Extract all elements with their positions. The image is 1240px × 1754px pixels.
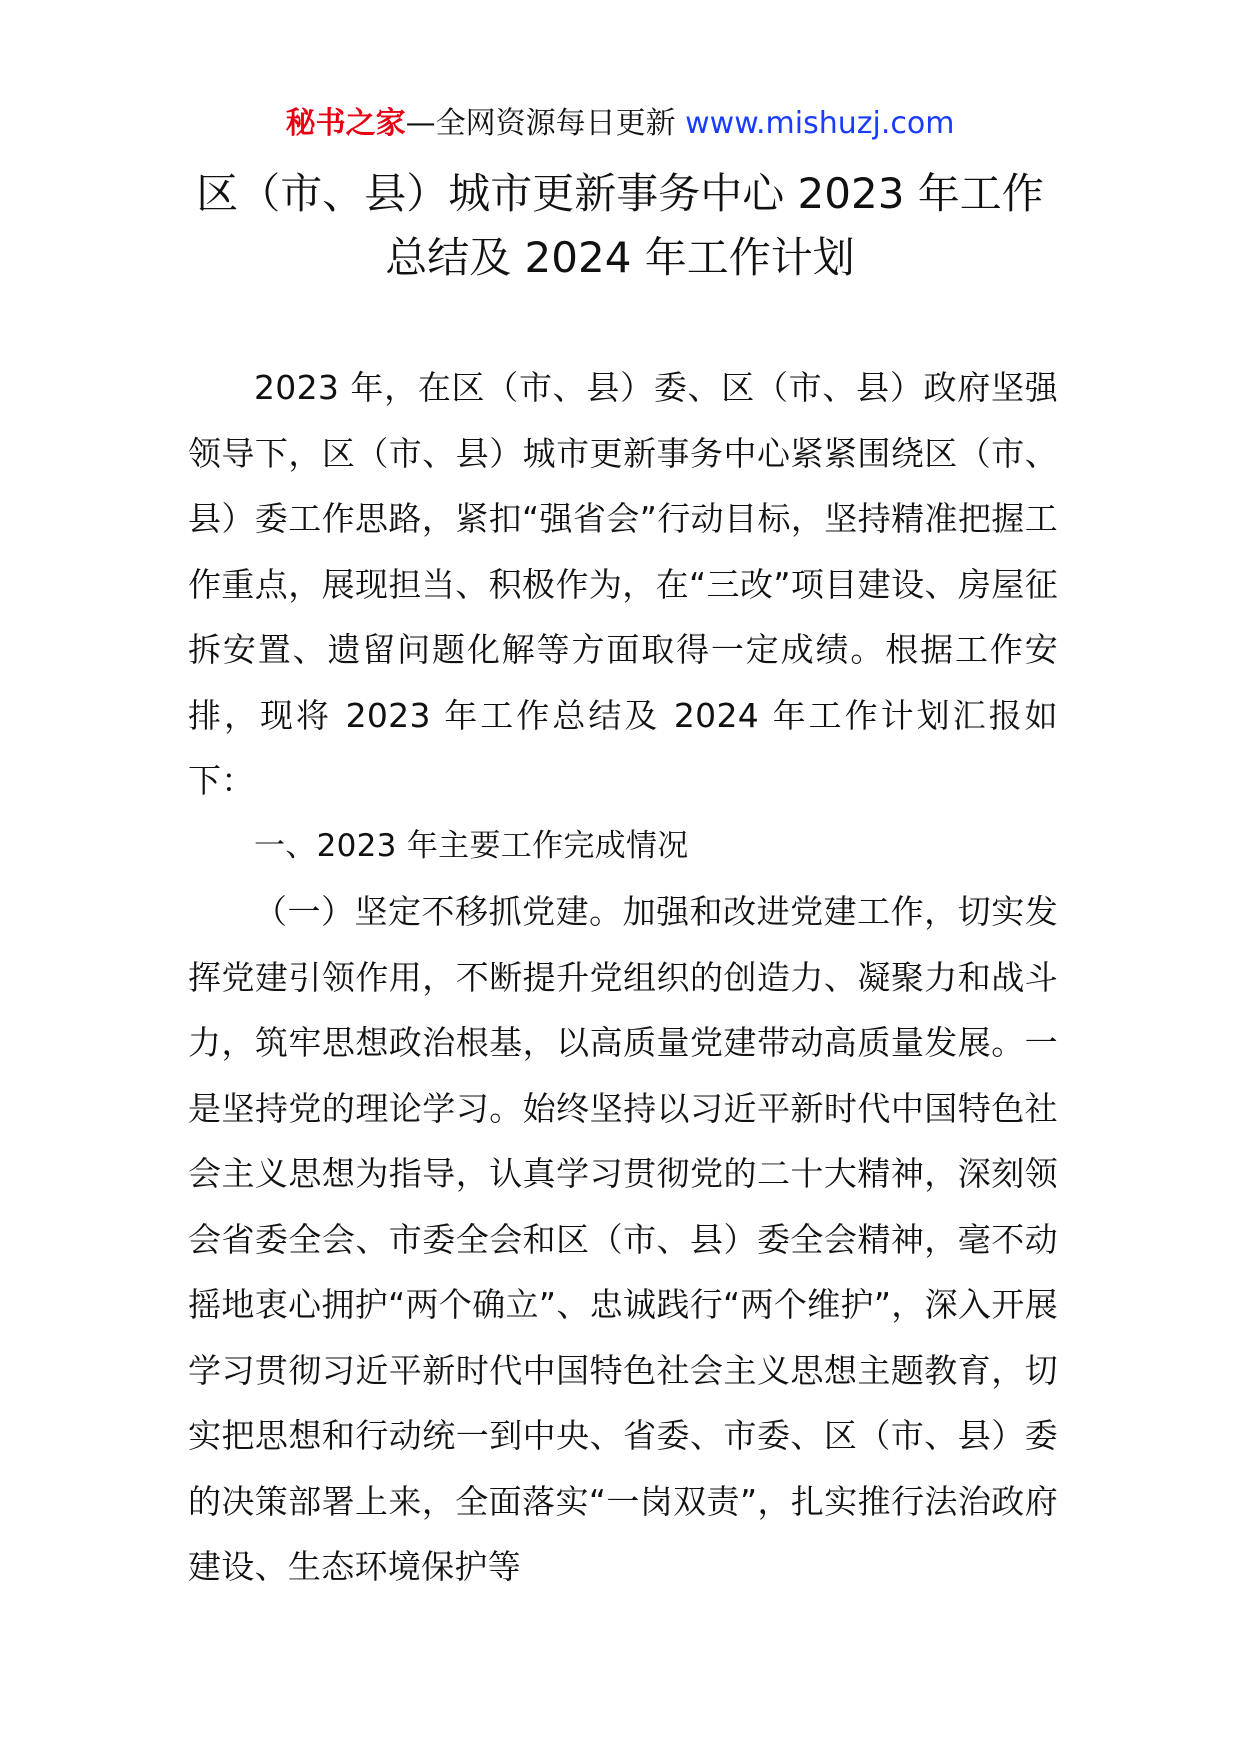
brand-name: 秘书之家 [285,106,406,141]
intro-paragraph: 2023 年，在区（市、县）委、区（市、县）政府坚强领导下，区（市、县）城市更新事务中心紧紧围绕区（市、县）委工作思路，紧扣“强省会”行动目标，坚持精准把握工作重点，展现担当、积极作为，在“三改”项目建设、房屋征拆安置、遗留问题化解等方面取得一定成绩。根据工作安排，现将 2023 年工作总结及 2024 年工作计划汇报如下： [188,368,1058,800]
section-heading-1: 一、2023 年主要工作完成情况 [254,827,689,864]
section-paragraph-1: （一）坚定不移抓党建。加强和改进党建工作，切实发挥党建引领作用，不断提升党组织的创造力、凝聚力和战斗力，筑牢思想政治根基，以高质量党建带动高质量发展。一是坚持党的理论学习。始终坚持以习近平新时代中国特色社会主义思想为指导，认真学习贯彻党的二十大精神，深刻领会省委全会、市委全会和区（市、县）委全会精神，毫不动摇地衷心拥护“两个确立”、忠诚践行“两个维护”，深入开展学习贯彻习近平新时代中国特色社会主义思想主题教育，切实把思想和行动统一到中央、省委、市委、区（市、县）委的决策部署上来，全面落实“一岗双责”，扎实推行法治政府建设、生态环境保护等 [188,892,1058,1586]
header-tagline: —全网资源每日更新 [405,106,686,141]
site-url-link[interactable]: www.mishuzj.com [685,106,955,141]
title-line-2: 总结及 2024 年工作计划 [385,233,855,282]
document-title [0,162,1240,290]
title-line-1: 区（市、县）城市更新事务中心 2023 年工作 [196,169,1044,218]
document-body [188,355,1058,1600]
watermark-header [0,100,1240,148]
